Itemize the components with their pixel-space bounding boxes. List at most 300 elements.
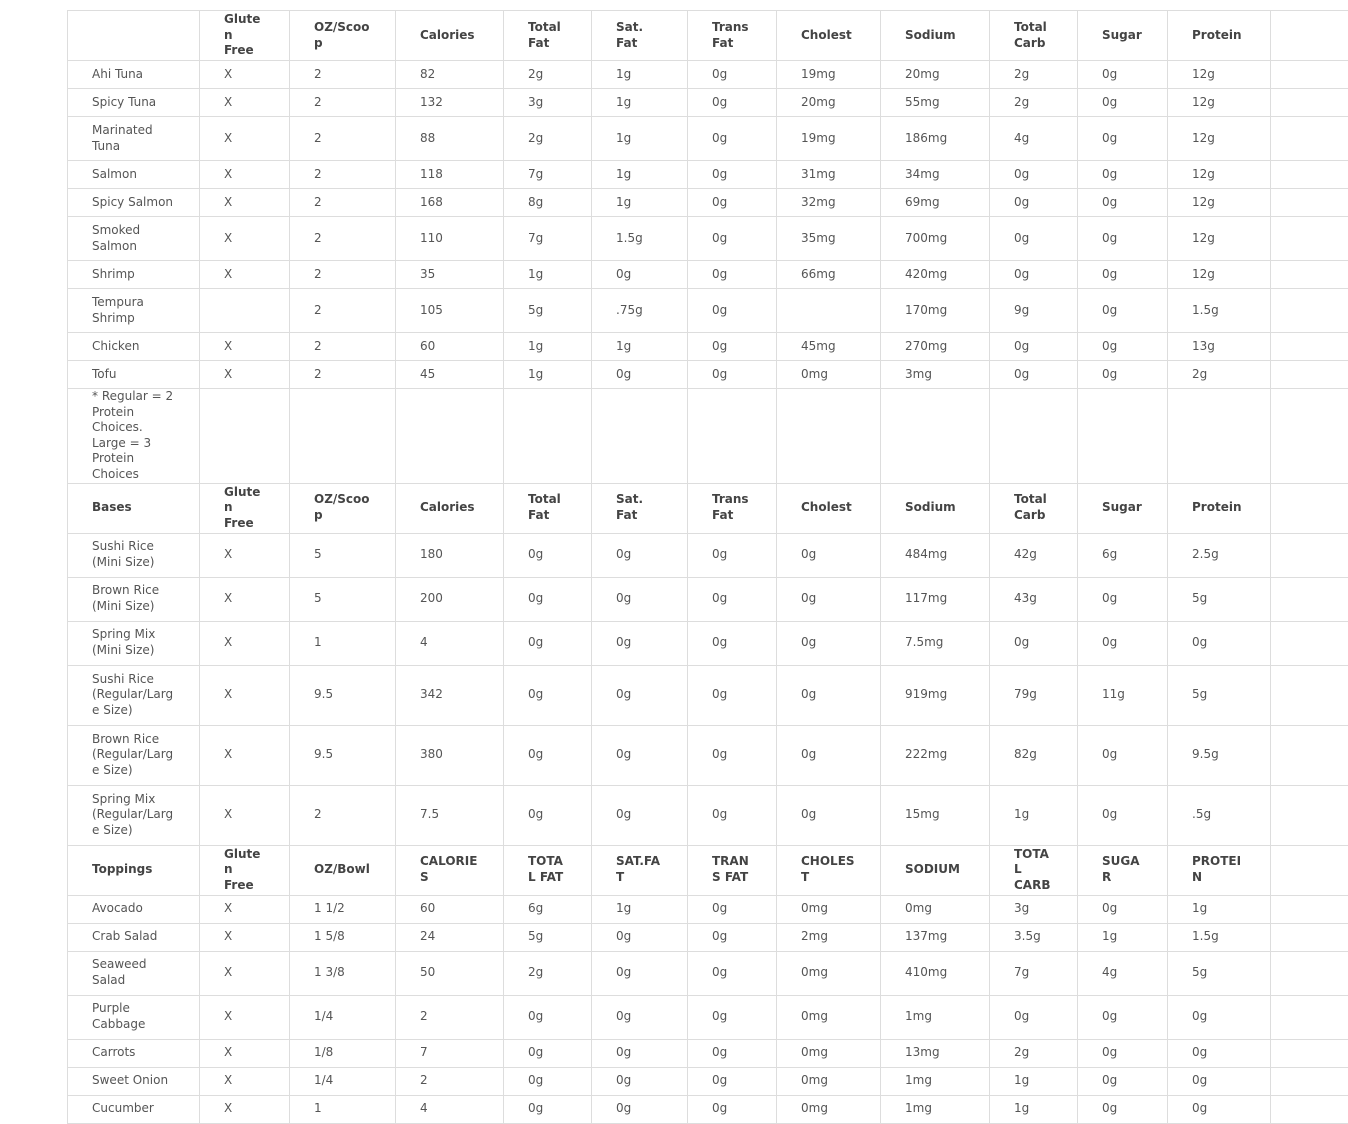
value-cell: 0g [688,577,777,621]
value-cell: 0g [688,785,777,845]
value-cell: 9g [990,289,1078,333]
value-cell: 0mg [777,1039,881,1067]
table-row [68,333,1348,361]
column-header-cell: Gluten Free [200,845,290,895]
value-cell: 2g [990,89,1078,117]
value-cell: X [200,1067,290,1095]
column-header-cell: OZ/Scoop [290,11,396,61]
value-cell: 9.5 [290,725,396,785]
value-cell: 42g [990,533,1078,577]
value-cell: .5g [1168,785,1271,845]
column-header-cell: Protein [1168,11,1271,61]
value-cell: 0g [990,995,1078,1039]
value-cell: 0g [688,261,777,289]
table-spacer-cell [1271,217,1348,261]
value-cell: X [200,1095,290,1123]
table-row [68,61,1348,89]
table-row [68,665,1348,725]
value-cell: 168 [396,189,504,217]
value-cell: 420mg [881,261,990,289]
value-cell: 1.5g [592,217,688,261]
column-header-cell: PROTEIN [1168,845,1271,895]
value-cell: 0g [990,333,1078,361]
value-cell: 12g [1168,189,1271,217]
empty-cell [990,389,1078,484]
value-cell: 1g [592,161,688,189]
table-spacer-cell [1271,483,1348,533]
value-cell: 0g [688,995,777,1039]
value-cell: X [200,951,290,995]
value-cell: 0g [592,951,688,995]
value-cell: 0g [504,621,592,665]
value-cell: 270mg [881,333,990,361]
value-cell: 1g [504,333,592,361]
value-cell: 3mg [881,361,990,389]
column-header-cell: TRANS FAT [688,845,777,895]
item-name-cell: Brown Rice (Regular/Large Size) [68,725,200,785]
value-cell: 7 [396,1039,504,1067]
value-cell: 0g [592,923,688,951]
value-cell: 0mg [777,1067,881,1095]
value-cell: 0g [1078,895,1168,923]
value-cell: 0g [990,621,1078,665]
value-cell: 0g [592,995,688,1039]
value-cell: 1g [504,261,592,289]
table-row [68,577,1348,621]
column-header-cell: SODIUM [881,845,990,895]
value-cell: 3g [504,89,592,117]
value-cell: 24 [396,923,504,951]
column-header-cell: TOTAL FAT [504,845,592,895]
table-row [68,621,1348,665]
table-spacer-cell [1271,923,1348,951]
value-cell: 700mg [881,217,990,261]
value-cell: 6g [504,895,592,923]
table-spacer-cell [1271,785,1348,845]
value-cell: 1g [592,189,688,217]
value-cell: 0mg [777,361,881,389]
value-cell: 2 [290,161,396,189]
value-cell: 0g [504,1067,592,1095]
column-header-cell: Trans Fat [688,11,777,61]
value-cell: X [200,995,290,1039]
table-spacer-cell [1271,577,1348,621]
value-cell: 34mg [881,161,990,189]
value-cell: 3.5g [990,923,1078,951]
value-cell: 0g [592,1039,688,1067]
value-cell: 9.5g [1168,725,1271,785]
value-cell: 117mg [881,577,990,621]
value-cell: 0g [504,1039,592,1067]
table-row [68,995,1348,1039]
value-cell: 0g [504,995,592,1039]
column-header-cell: CALORIES [396,845,504,895]
section-header-cell: Toppings [68,845,200,895]
empty-cell [290,389,396,484]
value-cell: 132 [396,89,504,117]
table-row [68,895,1348,923]
value-cell: 2 [290,89,396,117]
value-cell: 1 5/8 [290,923,396,951]
value-cell: X [200,117,290,161]
value-cell: 1mg [881,1095,990,1123]
value-cell: 0g [592,1067,688,1095]
value-cell: 0g [990,217,1078,261]
column-header-cell: Gluten Free [200,11,290,61]
value-cell [777,289,881,333]
value-cell: 0g [777,577,881,621]
nutrition-table-container [67,10,1348,1124]
item-name-cell: Spring Mix (Mini Size) [68,621,200,665]
item-name-cell: Spicy Tuna [68,89,200,117]
value-cell: 5g [1168,665,1271,725]
value-cell: 60 [396,333,504,361]
table-row [68,951,1348,995]
item-name-cell: Sushi Rice (Mini Size) [68,533,200,577]
value-cell: 0g [1078,61,1168,89]
value-cell: 0mg [881,895,990,923]
value-cell: 1/8 [290,1039,396,1067]
value-cell: 0g [592,261,688,289]
value-cell: 2 [290,289,396,333]
value-cell: 180 [396,533,504,577]
value-cell: 4 [396,1095,504,1123]
value-cell: 5g [504,289,592,333]
value-cell: 1 1/2 [290,895,396,923]
value-cell: 7.5mg [881,621,990,665]
value-cell: 0g [1078,577,1168,621]
value-cell: 0g [688,923,777,951]
value-cell: 0g [1078,1039,1168,1067]
value-cell: 1g [990,785,1078,845]
empty-cell [200,389,290,484]
value-cell: 66mg [777,261,881,289]
value-cell: 1/4 [290,995,396,1039]
value-cell: 20mg [881,61,990,89]
value-cell: 1/4 [290,1067,396,1095]
value-cell: 0g [504,577,592,621]
value-cell: 118 [396,161,504,189]
value-cell: 1 3/8 [290,951,396,995]
value-cell: 0g [688,895,777,923]
value-cell: 4g [990,117,1078,161]
value-cell: 137mg [881,923,990,951]
value-cell: 1g [592,895,688,923]
value-cell: 5g [1168,951,1271,995]
value-cell: 0g [1168,621,1271,665]
column-header-cell: TOTAL CARB [990,845,1078,895]
nutrition-table [67,10,1348,1124]
value-cell: 0g [990,361,1078,389]
empty-cell [592,389,688,484]
value-cell: 19mg [777,117,881,161]
value-cell: 919mg [881,665,990,725]
table-spacer-cell [1271,951,1348,995]
value-cell: 484mg [881,533,990,577]
value-cell: 20mg [777,89,881,117]
item-name-cell: Marinated Tuna [68,117,200,161]
empty-cell [1168,389,1271,484]
value-cell: 0g [777,533,881,577]
value-cell: 0g [1078,217,1168,261]
value-cell: 1.5g [1168,923,1271,951]
item-name-cell: Tofu [68,361,200,389]
value-cell: 35 [396,261,504,289]
bases-header-row [68,483,1348,533]
value-cell: 2 [290,117,396,161]
item-name-cell: Salmon [68,161,200,189]
value-cell: 0g [777,785,881,845]
item-name-cell: Carrots [68,1039,200,1067]
value-cell: 32mg [777,189,881,217]
item-name-cell: Ahi Tuna [68,61,200,89]
item-name-cell: Spring Mix (Regular/Large Size) [68,785,200,845]
value-cell: 12g [1168,261,1271,289]
value-cell: 7g [990,951,1078,995]
value-cell: 8g [504,189,592,217]
table-spacer-cell [1271,845,1348,895]
value-cell: 2g [990,61,1078,89]
item-name-cell: Chicken [68,333,200,361]
value-cell: 0g [592,621,688,665]
value-cell: 7g [504,161,592,189]
value-cell: 2 [290,189,396,217]
value-cell: 0mg [777,1095,881,1123]
value-cell: 1.5g [1168,289,1271,333]
value-cell: 12g [1168,217,1271,261]
empty-cell [504,389,592,484]
column-header-cell: Sodium [881,11,990,61]
value-cell: 1g [1168,895,1271,923]
value-cell: X [200,1039,290,1067]
value-cell: 0g [1078,89,1168,117]
value-cell: 0g [592,665,688,725]
empty-cell [1271,389,1348,484]
value-cell: 0g [1078,333,1168,361]
empty-cell [777,389,881,484]
table-row [68,117,1348,161]
item-name-cell: Crab Salad [68,923,200,951]
value-cell: X [200,61,290,89]
table-spacer-cell [1271,995,1348,1039]
table-row [68,533,1348,577]
column-header-cell: Calories [396,11,504,61]
value-cell: X [200,333,290,361]
value-cell: 0g [688,161,777,189]
value-cell: 0g [688,1039,777,1067]
value-cell: 0g [592,785,688,845]
empty-cell [688,389,777,484]
value-cell: 0g [688,1095,777,1123]
value-cell: 1mg [881,1067,990,1095]
protein-note: * Regular = 2 Protein Choices. Large = 3 Protein Choices [68,389,200,484]
column-header-cell: Total Fat [504,483,592,533]
empty-cell [1078,389,1168,484]
value-cell: 0g [688,725,777,785]
value-cell: 69mg [881,189,990,217]
item-name-cell: Tempura Shrimp [68,289,200,333]
value-cell: 0g [592,577,688,621]
value-cell: 43g [990,577,1078,621]
value-cell: 5g [1168,577,1271,621]
item-name-cell: Seaweed Salad [68,951,200,995]
value-cell: 88 [396,117,504,161]
value-cell: 0g [1078,289,1168,333]
column-header-cell: Protein [1168,483,1271,533]
item-name-cell: Sweet Onion [68,1067,200,1095]
value-cell: 15mg [881,785,990,845]
table-row [68,785,1348,845]
value-cell: 0mg [777,951,881,995]
value-cell: 5 [290,533,396,577]
value-cell: 0g [1168,1067,1271,1095]
table-spacer-cell [1271,189,1348,217]
value-cell: 2g [504,61,592,89]
value-cell: 55mg [881,89,990,117]
value-cell: X [200,577,290,621]
value-cell: X [200,89,290,117]
value-cell: 2 [396,995,504,1039]
protein-note-row [68,389,1348,484]
table-row [68,161,1348,189]
protein-header-row [68,11,1348,61]
value-cell: 12g [1168,89,1271,117]
value-cell: 0g [688,333,777,361]
value-cell: 0g [1168,995,1271,1039]
column-header-cell: OZ/Scoop [290,483,396,533]
value-cell: 0g [504,533,592,577]
value-cell: 0g [1078,189,1168,217]
value-cell: X [200,217,290,261]
value-cell: X [200,785,290,845]
column-header-cell: SUGAR [1078,845,1168,895]
value-cell: 380 [396,725,504,785]
value-cell: X [200,189,290,217]
table-spacer-cell [1271,1039,1348,1067]
value-cell: 0g [504,1095,592,1123]
table-spacer-cell [1271,895,1348,923]
value-cell: X [200,725,290,785]
table-spacer-cell [1271,1067,1348,1095]
value-cell: 0g [777,665,881,725]
value-cell: 0g [592,361,688,389]
column-header-cell: Total Fat [504,11,592,61]
value-cell: 105 [396,289,504,333]
value-cell: 0mg [777,995,881,1039]
table-row [68,361,1348,389]
table-row [68,725,1348,785]
value-cell: 2 [396,1067,504,1095]
table-row [68,89,1348,117]
table-spacer-cell [1271,1095,1348,1123]
table-spacer-cell [1271,361,1348,389]
column-header-cell: Cholest [777,11,881,61]
value-cell: 0g [1078,621,1168,665]
value-cell: 2.5g [1168,533,1271,577]
item-name-cell: Smoked Salmon [68,217,200,261]
value-cell: 1g [592,117,688,161]
value-cell: 45mg [777,333,881,361]
value-cell: 1g [990,1095,1078,1123]
item-name-cell: Brown Rice (Mini Size) [68,577,200,621]
value-cell: X [200,923,290,951]
value-cell: 170mg [881,289,990,333]
value-cell: 50 [396,951,504,995]
value-cell: 1g [990,1067,1078,1095]
table-spacer-cell [1271,11,1348,61]
value-cell: 0g [688,217,777,261]
value-cell: 13mg [881,1039,990,1067]
table-spacer-cell [1271,89,1348,117]
value-cell: 1g [592,333,688,361]
value-cell: .75g [592,289,688,333]
value-cell: 19mg [777,61,881,89]
column-header-cell: Cholest [777,483,881,533]
value-cell: 0g [777,621,881,665]
value-cell: 0g [1078,361,1168,389]
value-cell: 31mg [777,161,881,189]
value-cell: 2 [290,785,396,845]
value-cell: X [200,665,290,725]
value-cell: 2 [290,333,396,361]
value-cell: 0g [990,189,1078,217]
value-cell: 0g [592,533,688,577]
section-header-cell: Bases [68,483,200,533]
column-header-cell: Calories [396,483,504,533]
value-cell: 12g [1168,161,1271,189]
table-spacer-cell [1271,61,1348,89]
table-spacer-cell [1271,261,1348,289]
table-spacer-cell [1271,117,1348,161]
column-header-cell: Total Carb [990,11,1078,61]
value-cell: 2g [504,117,592,161]
item-name-cell: Sushi Rice (Regular/Large Size) [68,665,200,725]
value-cell: 222mg [881,725,990,785]
value-cell: 13g [1168,333,1271,361]
value-cell: 0g [688,361,777,389]
empty-cell [881,389,990,484]
value-cell: X [200,261,290,289]
value-cell: X [200,161,290,189]
value-cell: 0g [592,725,688,785]
value-cell: 82g [990,725,1078,785]
value-cell: 110 [396,217,504,261]
value-cell: 0g [688,89,777,117]
item-name-cell: Cucumber [68,1095,200,1123]
table-row [68,1095,1348,1123]
value-cell: 0g [688,1067,777,1095]
value-cell: 0g [688,61,777,89]
value-cell [200,289,290,333]
table-spacer-cell [1271,533,1348,577]
value-cell: 2 [290,361,396,389]
value-cell: 0mg [777,895,881,923]
value-cell: 2 [290,61,396,89]
table-spacer-cell [1271,665,1348,725]
column-header-cell: Sat. Fat [592,11,688,61]
value-cell: X [200,361,290,389]
value-cell: X [200,533,290,577]
value-cell: 2g [1168,361,1271,389]
value-cell: 0g [1078,261,1168,289]
value-cell: 0g [688,665,777,725]
value-cell: 0g [1078,117,1168,161]
column-header-cell: OZ/Bowl [290,845,396,895]
value-cell: 0g [1078,995,1168,1039]
value-cell: 0g [990,161,1078,189]
value-cell: 12g [1168,117,1271,161]
value-cell: 3g [990,895,1078,923]
